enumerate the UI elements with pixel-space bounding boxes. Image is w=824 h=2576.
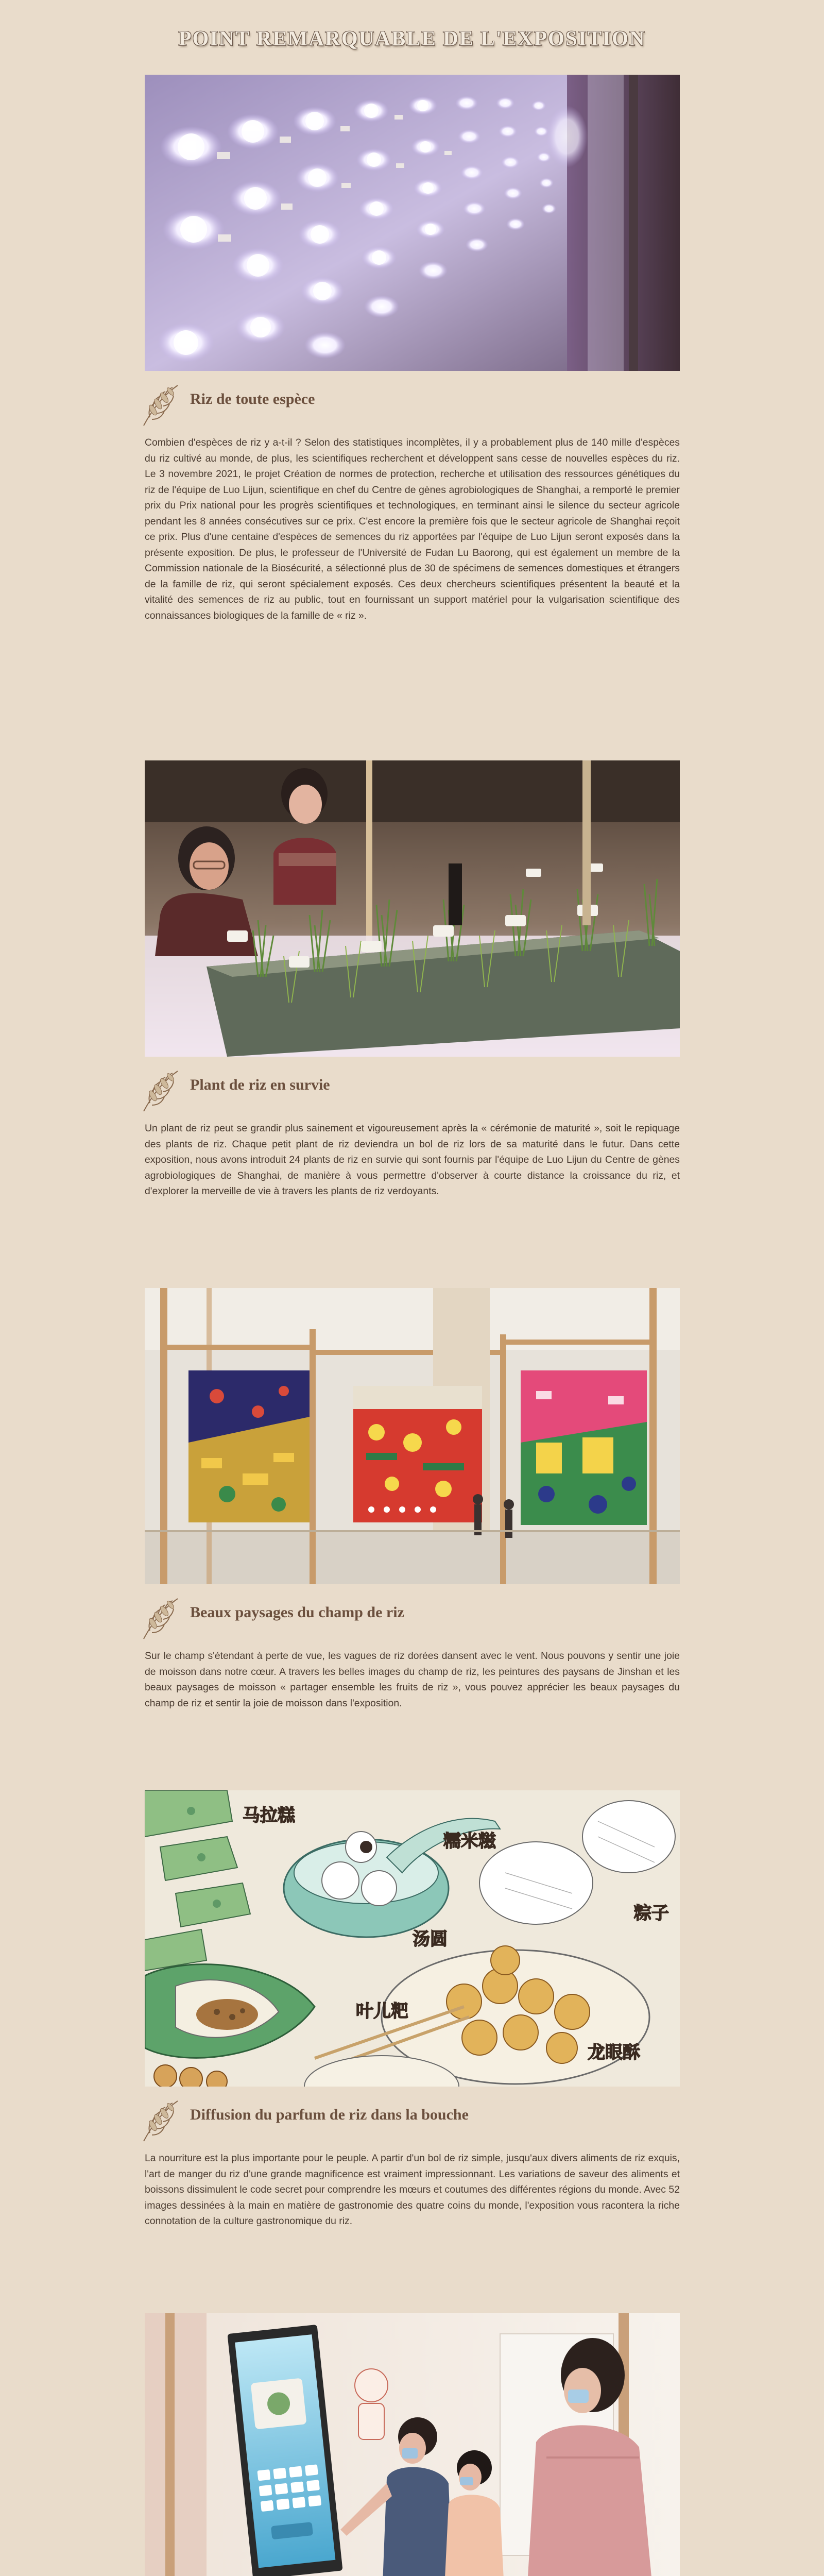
section-title: Plant de riz en survie [190,1076,330,1093]
section-rice-species [145,75,680,623]
section-heading [145,1067,680,1113]
section-body: Combien d'espèces de riz y a-t-il ? Selon des statistiques incomplètes, il y a probablement plus de 140 mille d'espèces du riz cultivé au monde, de plus, les scientifiques recherchent et développent sans cesse de nouvelles espèces du riz. Le 3 novembre 2021, le projet Création de normes de protection, recherche et utilisation des ressources génétiques du riz de l'équipe de Luo Lijun, scientifique en chef du Centre de gènes agrobiologiques de Shanghai, a remporté le premier prix du Prix national pour les progrès scientifiques et technologiques, en terminant ainsi le silence du secteur agricole pendant les 8 années consécutives sur ce prix. C'est encore la première fois que le secteur agricole de Shanghai reçoit ce prix. Plus d'une centaine d'espèces de semences du riz apportées par l'équipe de Luo Lijun seront exposés dans la présente exposition. De plus, le professeur de l'Université de Fudan Lu Baorong, qui est également un membre de la Commission nationale de la Biosécurité, a sélectionné plus de 30 de spécimens de semences domestiques et étrangers de la famille de riz, qui seront spécialement exposés. Ces deux chercheurs scientifiques présentent la beauté et la vitalité des semences de riz au public, tout en fournissant un support matériel pour la vulgarisation scientifique des connaissances biologiques de la famille de « riz ». [145,437,680,621]
section-heading [145,381,680,428]
photo-seed-display-wall [145,75,680,371]
photo-paintings-gallery [145,1288,680,1584]
section-rice-seedlings [145,760,680,1199]
dish-label: 马拉糕 [243,1805,295,1826]
section-rice-cuisine [145,1790,680,2229]
wheat-icon [141,2097,182,2143]
section-title: Beaux paysages du champ de riz [190,1604,404,1621]
dish-label: 龙眼酥 [588,2042,640,2063]
dish-label: 糯米糍 [443,1831,496,1852]
wheat-icon [141,381,182,428]
dish-label: 粽子 [634,1903,669,1924]
wheat-icon [141,1067,182,1113]
dish-label: 汤圆 [413,1929,448,1950]
section-body: Un plant de riz peut se grandir plus sainement et vigoureusement après la « cérémonie de maturité », soit le repiquage des plants de riz. Chaque petit plant de riz deviendra un bol de riz lors de sa maturité dans le futur. Dans cette exposition, nous avons introduit 24 plants de riz en survie qui sont fournis par l'équipe de Luo Lijun du Centre de gènes agrobiologiques de Shanghai, de manière à vous permettre d'observer à courte distance la croissance du riz, et d'explorer la merveille de vie à travers les plants de riz verdoyants. [145,1123,680,1197]
section-heading [145,2097,680,2143]
section-science-games [145,2313,680,2576]
section-heading [145,1595,680,1641]
section-body: Sur le champ s'étendant à perte de vue, les vagues de riz dorées dansent avec le vent. Nous pouvons y sentir une joie de moisson dans notre cœur. A travers les belles images du champ de riz, les peintures des paysans de Jinshan et les beaux paysages de moisson « partager ensemble les fruits de riz », vous pouvez apprécier les beaux paysages du champ de riz et sentir la joie de moisson dans l'exposition. [145,1650,680,1709]
section-body: La nourriture est la plus importante pour le peuple. A partir d'un bol de riz simple, jusqu'aux divers aliments de riz exquis, l'art de manger du riz d'une grande magnificence est vraiment impressionnant. Les variations de saveur des aliments et boissons dissimulent le code secret pour comprendre les mœurs et coutumes des différentes régions du monde. Avec 52 images dessinées à la main en matière de gastronomie des quatre coins du monde, l'exposition vous racontera la riche connotation de la culture gastronomique du riz. [145,2153,680,2227]
page-title: POINT REMARQUABLE DE L'EXPOSITION [178,26,646,50]
section-title: Riz de toute espèce [190,391,315,408]
photo-rice-seedlings [145,760,680,1057]
photo-rice-dishes-illustration [145,1790,680,2087]
dish-label: 叶儿粑 [356,2001,408,2022]
wheat-icon [141,1595,182,1641]
section-title: Diffusion du parfum de riz dans la bouche [190,2106,469,2123]
section-rice-landscapes [145,1288,680,1711]
photo-touchscreen-game [145,2313,680,2576]
